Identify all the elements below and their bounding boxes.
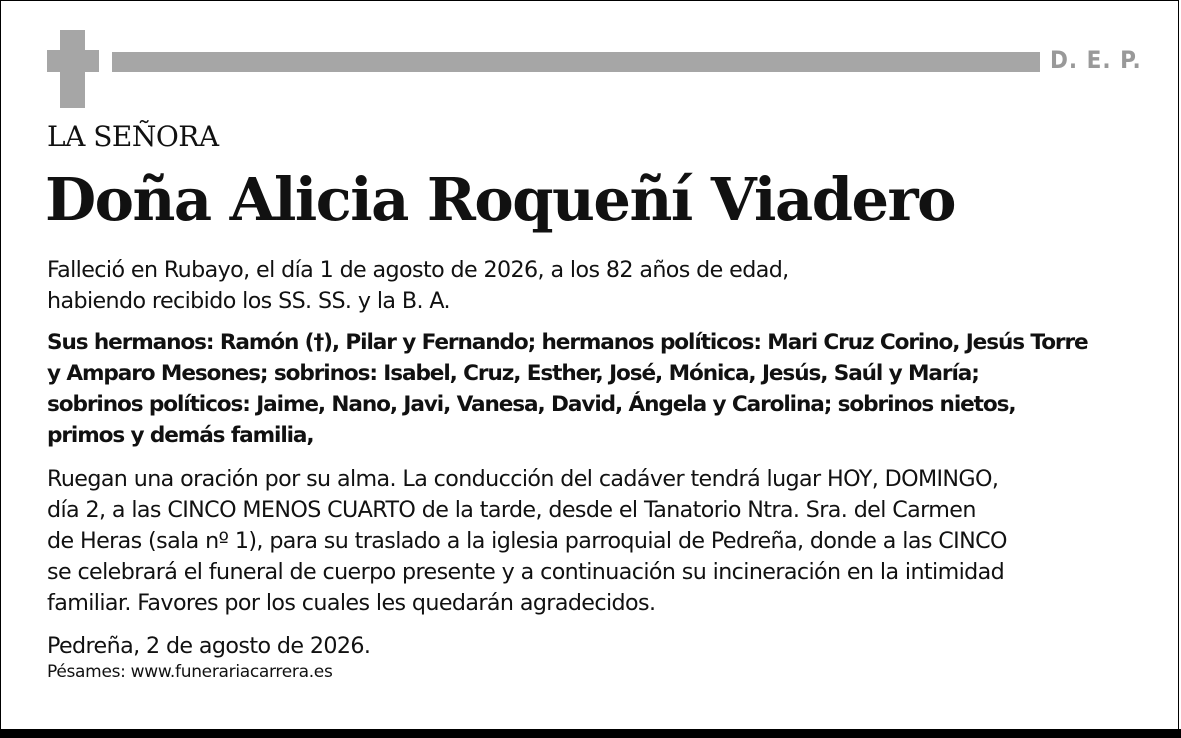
family-line: primos y demás familia, [47, 423, 314, 448]
funeral-rites [47, 464, 1147, 619]
bottom-border [0, 729, 1181, 738]
dep-label: D. E. P. [1050, 46, 1142, 74]
family-line: y Amparo Mesones; sobrinos: Isabel, Cruz, Esther, José, Mónica, Jesús, Saúl y María; [47, 361, 979, 386]
header-rule [112, 52, 1040, 72]
rites-line: se celebrará el funeral de cuerpo presente y a continuación su incineración en la intimidad [47, 559, 1005, 585]
deceased-name: Doña Alicia Roqueñí Viadero [45, 165, 955, 234]
honorific: LA SEÑORA [47, 120, 219, 153]
rites-line: de Heras (sala nº 1), para su traslado a la iglesia parroquial de Pedreña, donde a las CINCO [47, 528, 1007, 554]
death-notice-line: Falleció en Rubayo, el día 1 de agosto de 2026, a los 82 años de edad, [47, 257, 789, 283]
family-list [47, 327, 1147, 451]
death-notice [47, 255, 1147, 317]
rites-line: Ruegan una oración por su alma. La conducción del cadáver tendrá lugar HOY, DOMINGO, [47, 466, 999, 492]
death-notice-line: habiendo recibido los SS. SS. y la B. A. [47, 288, 451, 314]
place-date: Pedreña, 2 de agosto de 2026. [47, 633, 371, 659]
condolences-link[interactable]: Pésames: www.funerariacarrera.es [47, 662, 333, 682]
rites-line: día 2, a las CINCO MENOS CUARTO de la tarde, desde el Tanatorio Ntra. Sra. del Carmen [47, 497, 976, 523]
family-line: sobrinos políticos: Jaime, Nano, Javi, Vanesa, David, Ángela y Carolina; sobrinos nietos, [47, 392, 1016, 417]
rites-line: familiar. Favores por los cuales les quedarán agradecidos. [47, 590, 656, 616]
family-line: Sus hermanos: Ramón (†), Pilar y Fernando; hermanos políticos: Mari Cruz Corino, Jesús Torre [47, 330, 1088, 355]
cross-icon [47, 30, 99, 108]
